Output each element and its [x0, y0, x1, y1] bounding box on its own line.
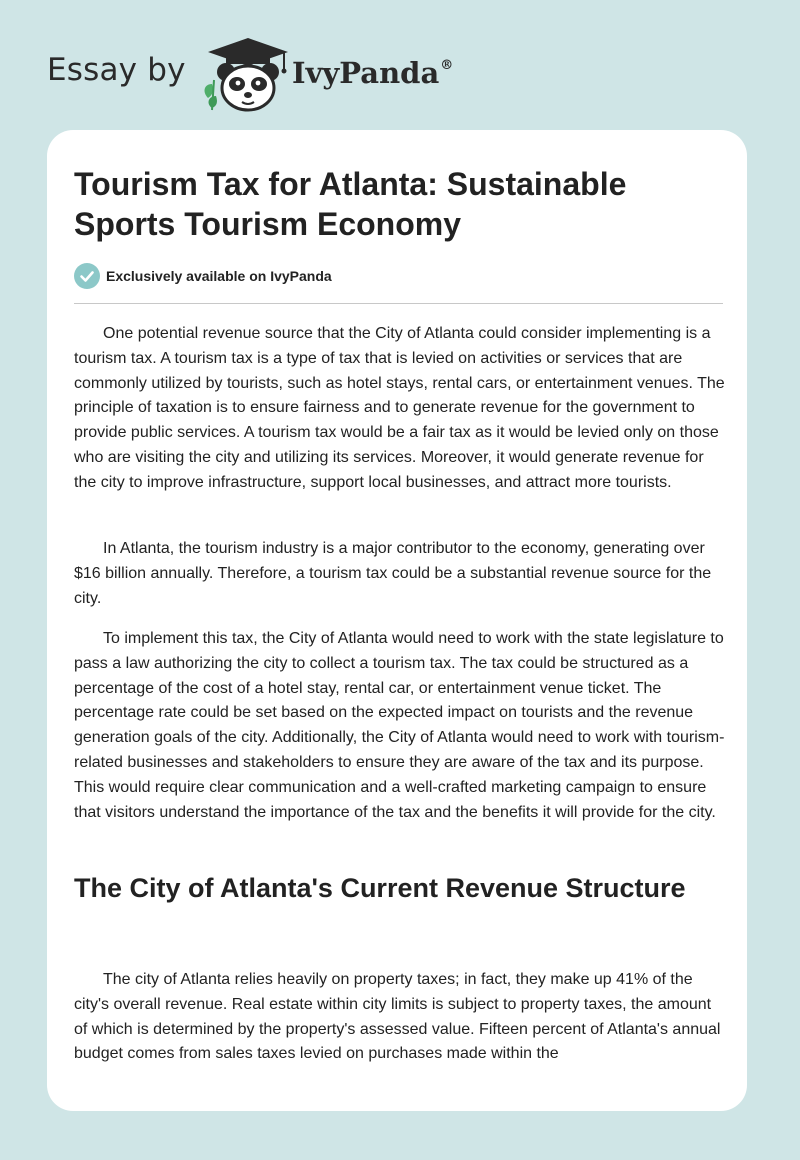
registered-mark: ® — [440, 58, 454, 73]
panda-graduate-icon[interactable] — [200, 36, 292, 112]
article-card — [47, 130, 747, 1111]
paragraph: One potential revenue source that the City of Atlanta could consider implementing is a tourism tax. A tourism tax is a type of tax that is levied on activities or services that are commonly utilized by tourists, such as hotel stays, rental cars, or entertainment venues. The principle of taxation is to ensure fairness and to generate revenue for the government to provide public services. A tourism tax would be a fair tax as it would be levied only on those who are visiting the city and utilizing its services. Moreover, it would generate revenue for the city to improve infrastructure, support local businesses, and attract more tourists. — [74, 325, 725, 491]
section-heading: The City of Atlanta's Current Revenue Structure — [74, 873, 686, 903]
paragraph: In Atlanta, the tourism industry is a major contributor to the economy, generating over $16 billion annually. Therefore, a tourism tax could be a substantial revenue source for the city. — [74, 540, 712, 607]
divider — [74, 303, 723, 304]
paragraph: The city of Atlanta relies heavily on property taxes; in fact, they make up 41% of the city's overall revenue. Real estate within city limits is subject to property taxes, the amount of which is determined by the property's assessed value. Fifteen percent of Atlanta's annual budget comes from sales taxes levied on purchases made within the — [74, 971, 721, 1063]
exclusive-badge-label: Exclusively available on IvyPanda — [106, 268, 332, 284]
site-header — [0, 0, 800, 130]
brand-name[interactable] — [292, 56, 453, 90]
check-circle-icon — [74, 263, 100, 289]
page-title: Tourism Tax for Atlanta: Sustainable Sports Tourism Economy — [74, 166, 627, 242]
brand-name-text: IvyPanda — [292, 56, 440, 90]
exclusive-badge — [74, 263, 332, 289]
paragraph: To implement this tax, the City of Atlanta would need to work with the state legislature to pass a law authorizing the city to collect a tourism tax. The tax could be structured as a percentage of the cost of a hotel stay, rental car, or entertainment venue ticket. The percentage rate could be set based on the expected impact on tourists and the revenue generation goals of the city. Additionally, the City of Atlanta would need to work with tourism-related businesses and stakeholders to ensure they are aware of the tax and its purpose. This would require clear communication and a well-crafted marketing campaign to ensure that visitors understand the importance of the tax and the benefits it will provide for the city. — [74, 630, 725, 821]
essay-by-label: Essay by — [47, 52, 186, 88]
